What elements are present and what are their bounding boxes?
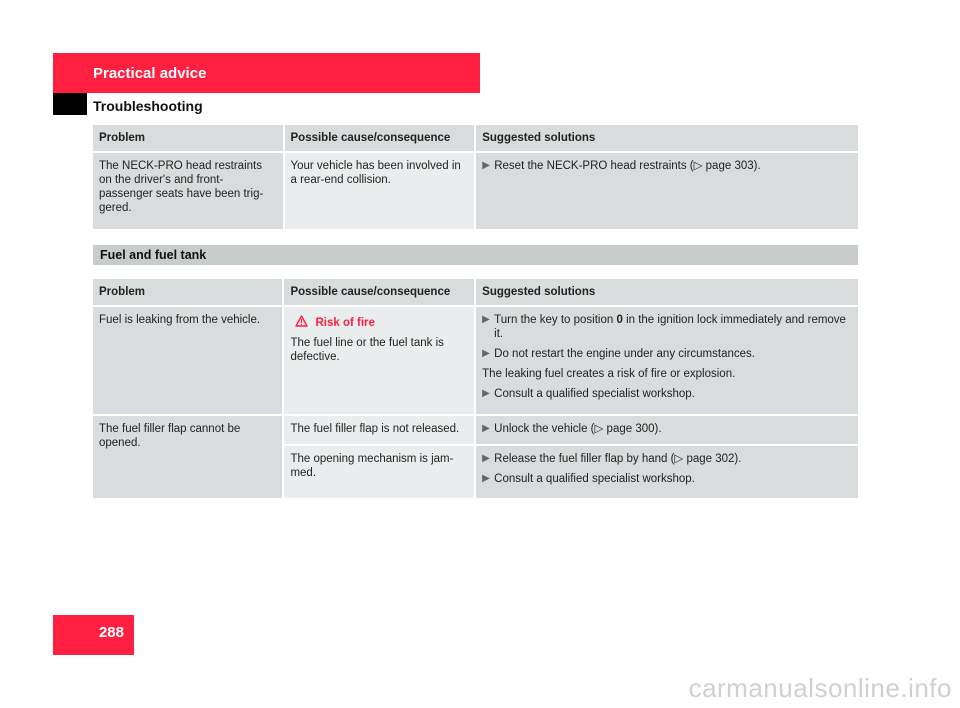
- solution-text: Reset the NECK-PRO head restraints (▷ page 303).: [494, 160, 761, 172]
- warning-title: Risk of fire: [315, 317, 375, 329]
- table-row: [93, 307, 858, 414]
- col-header-problem: Problem: [93, 125, 283, 151]
- warning-triangle-icon: [295, 315, 308, 331]
- cause-cell: The fuel filler flap is not released.: [284, 416, 474, 444]
- solution-text: Release the fuel filler flap by hand (▷ page 302).: [494, 453, 742, 465]
- table-header-row: [93, 279, 858, 305]
- solution-cell: [476, 307, 858, 414]
- col-header-solutions: Suggested solutions: [476, 279, 858, 305]
- solution-text: Unlock the vehicle (▷ page 300).: [494, 423, 662, 435]
- col-header-cause: Possible cause/consequence: [284, 279, 474, 305]
- problem-cell: Fuel is leaking from the vehicle.: [93, 307, 282, 414]
- arrow-icon: ▶: [482, 423, 490, 434]
- cause-cell: Your vehicle has been involved in a rear-end collision.: [285, 153, 475, 229]
- cause-cell: The opening mechanism is jam-med.: [284, 446, 474, 498]
- position-value: 0: [616, 314, 623, 326]
- arrow-icon: ▶: [482, 388, 490, 399]
- table-row: [93, 416, 858, 444]
- col-header-solutions: Suggested solutions: [476, 125, 858, 151]
- arrow-icon: ▶: [482, 160, 490, 171]
- cause-text: The fuel line or the fuel tank is defective.: [290, 337, 444, 363]
- problem-cell: The fuel filler flap cannot be opened.: [93, 416, 282, 498]
- solution-cell: [476, 416, 858, 444]
- warning-heading: [290, 315, 468, 331]
- solution-text: Consult a qualified specialist workshop.: [494, 473, 695, 485]
- col-header-problem: Problem: [93, 279, 282, 305]
- solution-text: Consult a qualified specialist workshop.: [494, 388, 695, 400]
- header-red-tab: [53, 53, 93, 93]
- watermark: carmanualsonline.info: [688, 673, 952, 703]
- section-marker: [53, 93, 87, 115]
- problem-cell: The NECK-PRO head restraints on the driver's and front-passenger seats have been trig-gered.: [93, 153, 283, 229]
- solution-cell: [476, 153, 858, 229]
- arrow-icon: ▶: [482, 473, 490, 484]
- fuel-table: [91, 277, 860, 500]
- table-row: [93, 153, 858, 229]
- note-text: The leaking fuel creates a risk of fire or explosion.: [482, 368, 736, 380]
- neck-pro-table: [91, 123, 860, 231]
- col-header-cause: Possible cause/consequence: [285, 125, 475, 151]
- table-header-row: [93, 125, 858, 151]
- solution-text-part: Turn the key to position: [494, 314, 617, 326]
- page-number: 288: [53, 615, 134, 655]
- solution-cell: [476, 446, 858, 498]
- cause-cell: [284, 307, 474, 414]
- arrow-icon: ▶: [482, 348, 490, 359]
- arrow-icon: ▶: [482, 314, 490, 325]
- section-bar: [93, 245, 858, 265]
- section-title: Fuel and fuel tank: [100, 248, 207, 262]
- arrow-icon: ▶: [482, 453, 490, 464]
- section-subtitle: Troubleshooting: [93, 98, 203, 114]
- solution-text: Do not restart the engine under any circumstances.: [494, 348, 755, 360]
- solution-text-part: in the ignition lock immediately and remove it.: [494, 314, 846, 340]
- solution-text: [494, 313, 852, 341]
- chapter-header: [93, 53, 480, 93]
- chapter-title: Practical advice: [93, 65, 207, 82]
